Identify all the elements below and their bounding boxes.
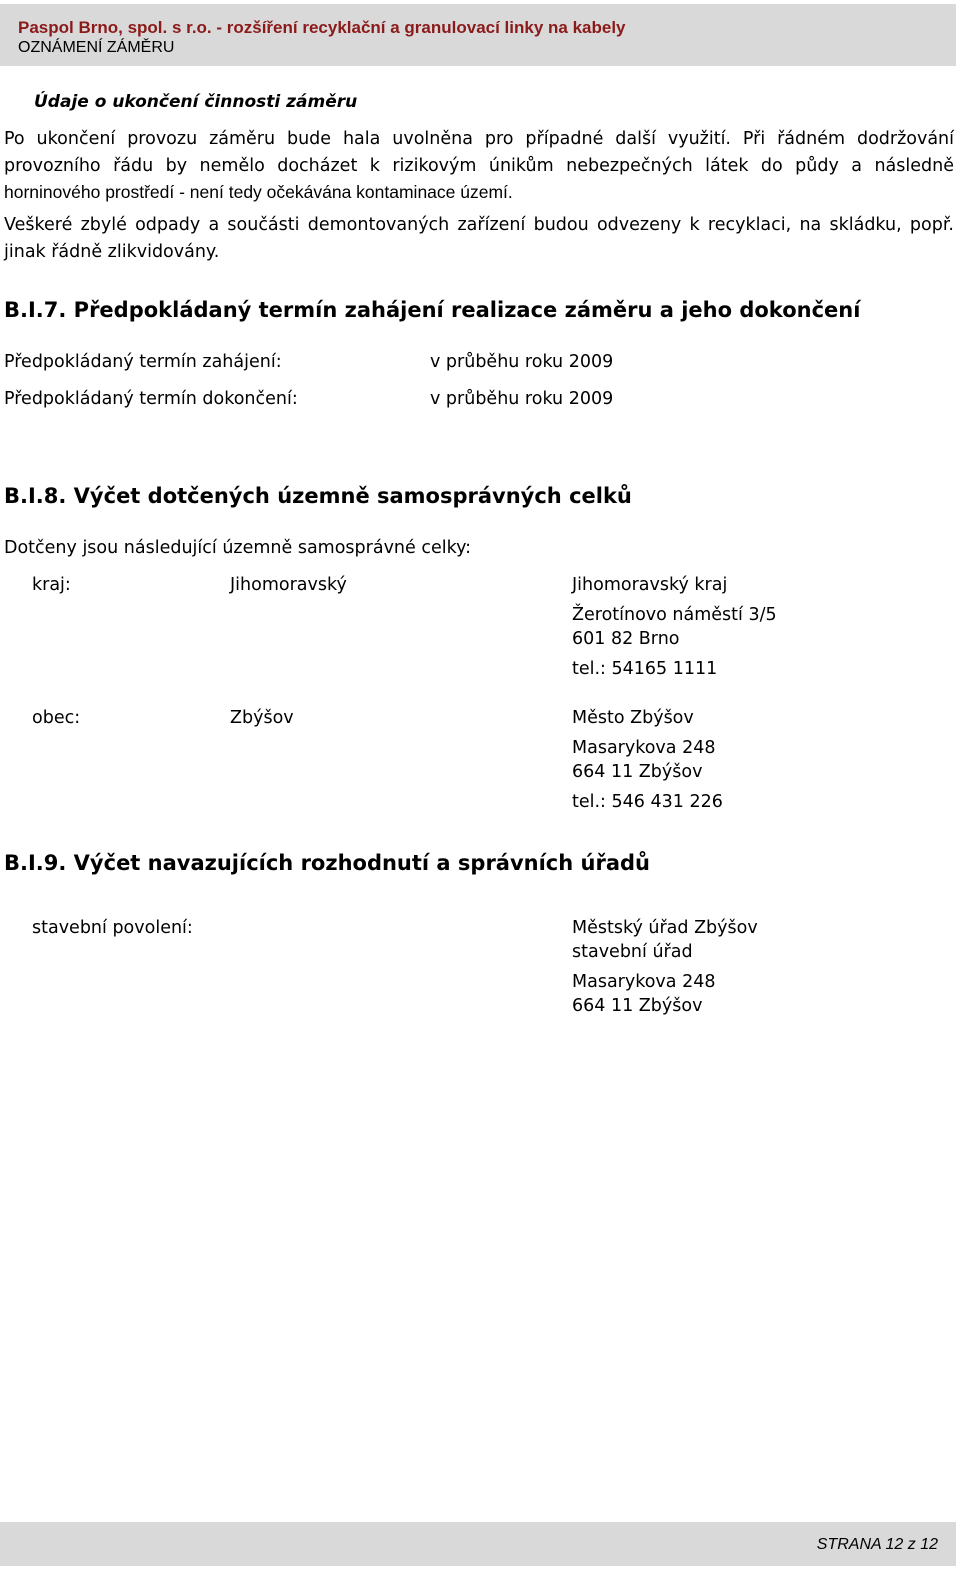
paragraph-line: jinak řádně zlikvidovány. bbox=[4, 241, 220, 262]
unit-office: Jihomoravský kraj bbox=[572, 575, 728, 595]
section9-heading: B.I.9. Výčet navazujících rozhodnutí a správních úřadů bbox=[4, 851, 650, 875]
authority-street: Masarykova 248 bbox=[572, 972, 716, 992]
paragraph-line: provozního řádu by nemělo docházet k rizikovým únikům nebezpečných látek do půdy a následně bbox=[4, 155, 954, 176]
paragraph-line: horninového prostředí - není tedy očekávána kontaminace území. bbox=[4, 182, 513, 202]
document-subtitle: OZNÁMENÍ ZÁMĚRU bbox=[18, 39, 175, 56]
document-header bbox=[0, 4, 956, 66]
unit-type: obec: bbox=[32, 708, 81, 728]
closing-heading: Údaje o ukončení činnosti záměru bbox=[34, 92, 358, 112]
page-number: STRANA 12 z 12 bbox=[816, 1536, 938, 1553]
section8-heading: B.I.8. Výčet dotčených územně samosprávných celků bbox=[4, 484, 632, 508]
unit-phone: tel.: 54165 1111 bbox=[572, 659, 718, 679]
end-label: Předpokládaný termín dokončení: bbox=[4, 389, 298, 409]
section7-heading: B.I.7. Předpokládaný termín zahájení realizace záměru a jeho dokončení bbox=[4, 298, 861, 322]
start-value: v průběhu roku 2009 bbox=[430, 352, 614, 372]
unit-street: Žerotínovo náměstí 3/5 bbox=[572, 605, 777, 625]
unit-street: Masarykova 248 bbox=[572, 738, 716, 758]
authority-name: Městský úřad Zbýšov bbox=[572, 918, 758, 938]
unit-name: Zbýšov bbox=[230, 708, 294, 728]
unit-city: 664 11 Zbýšov bbox=[572, 762, 703, 782]
unit-name: Jihomoravský bbox=[230, 575, 347, 595]
authority-city: 664 11 Zbýšov bbox=[572, 996, 703, 1016]
page-footer bbox=[0, 1522, 956, 1566]
paragraph-line: Veškeré zbylé odpady a součásti demontovaných zařízení budou odvezeny k recyklaci, na skládku, popř. bbox=[4, 215, 954, 235]
paragraph-line: Po ukončení provozu záměru bude hala uvolněna pro případné další využití. Při řádném dodržování bbox=[4, 129, 954, 149]
decision-label: stavební povolení: bbox=[32, 918, 193, 938]
start-label: Předpokládaný termín zahájení: bbox=[4, 352, 282, 372]
closing-paragraph-2 bbox=[4, 212, 954, 265]
authority-department: stavební úřad bbox=[572, 942, 693, 962]
unit-phone: tel.: 546 431 226 bbox=[572, 792, 723, 812]
document-title: Paspol Brno, spol. s r.o. - rozšíření recyklační a granulovací linky na kabely bbox=[18, 18, 626, 37]
end-value: v průběhu roku 2009 bbox=[430, 389, 614, 409]
closing-paragraph-1 bbox=[4, 126, 954, 206]
unit-type: kraj: bbox=[32, 575, 71, 595]
section8-intro: Dotčeny jsou následující územně samosprávné celky: bbox=[4, 538, 472, 558]
unit-office: Město Zbýšov bbox=[572, 708, 694, 728]
unit-city: 601 82 Brno bbox=[572, 629, 680, 649]
